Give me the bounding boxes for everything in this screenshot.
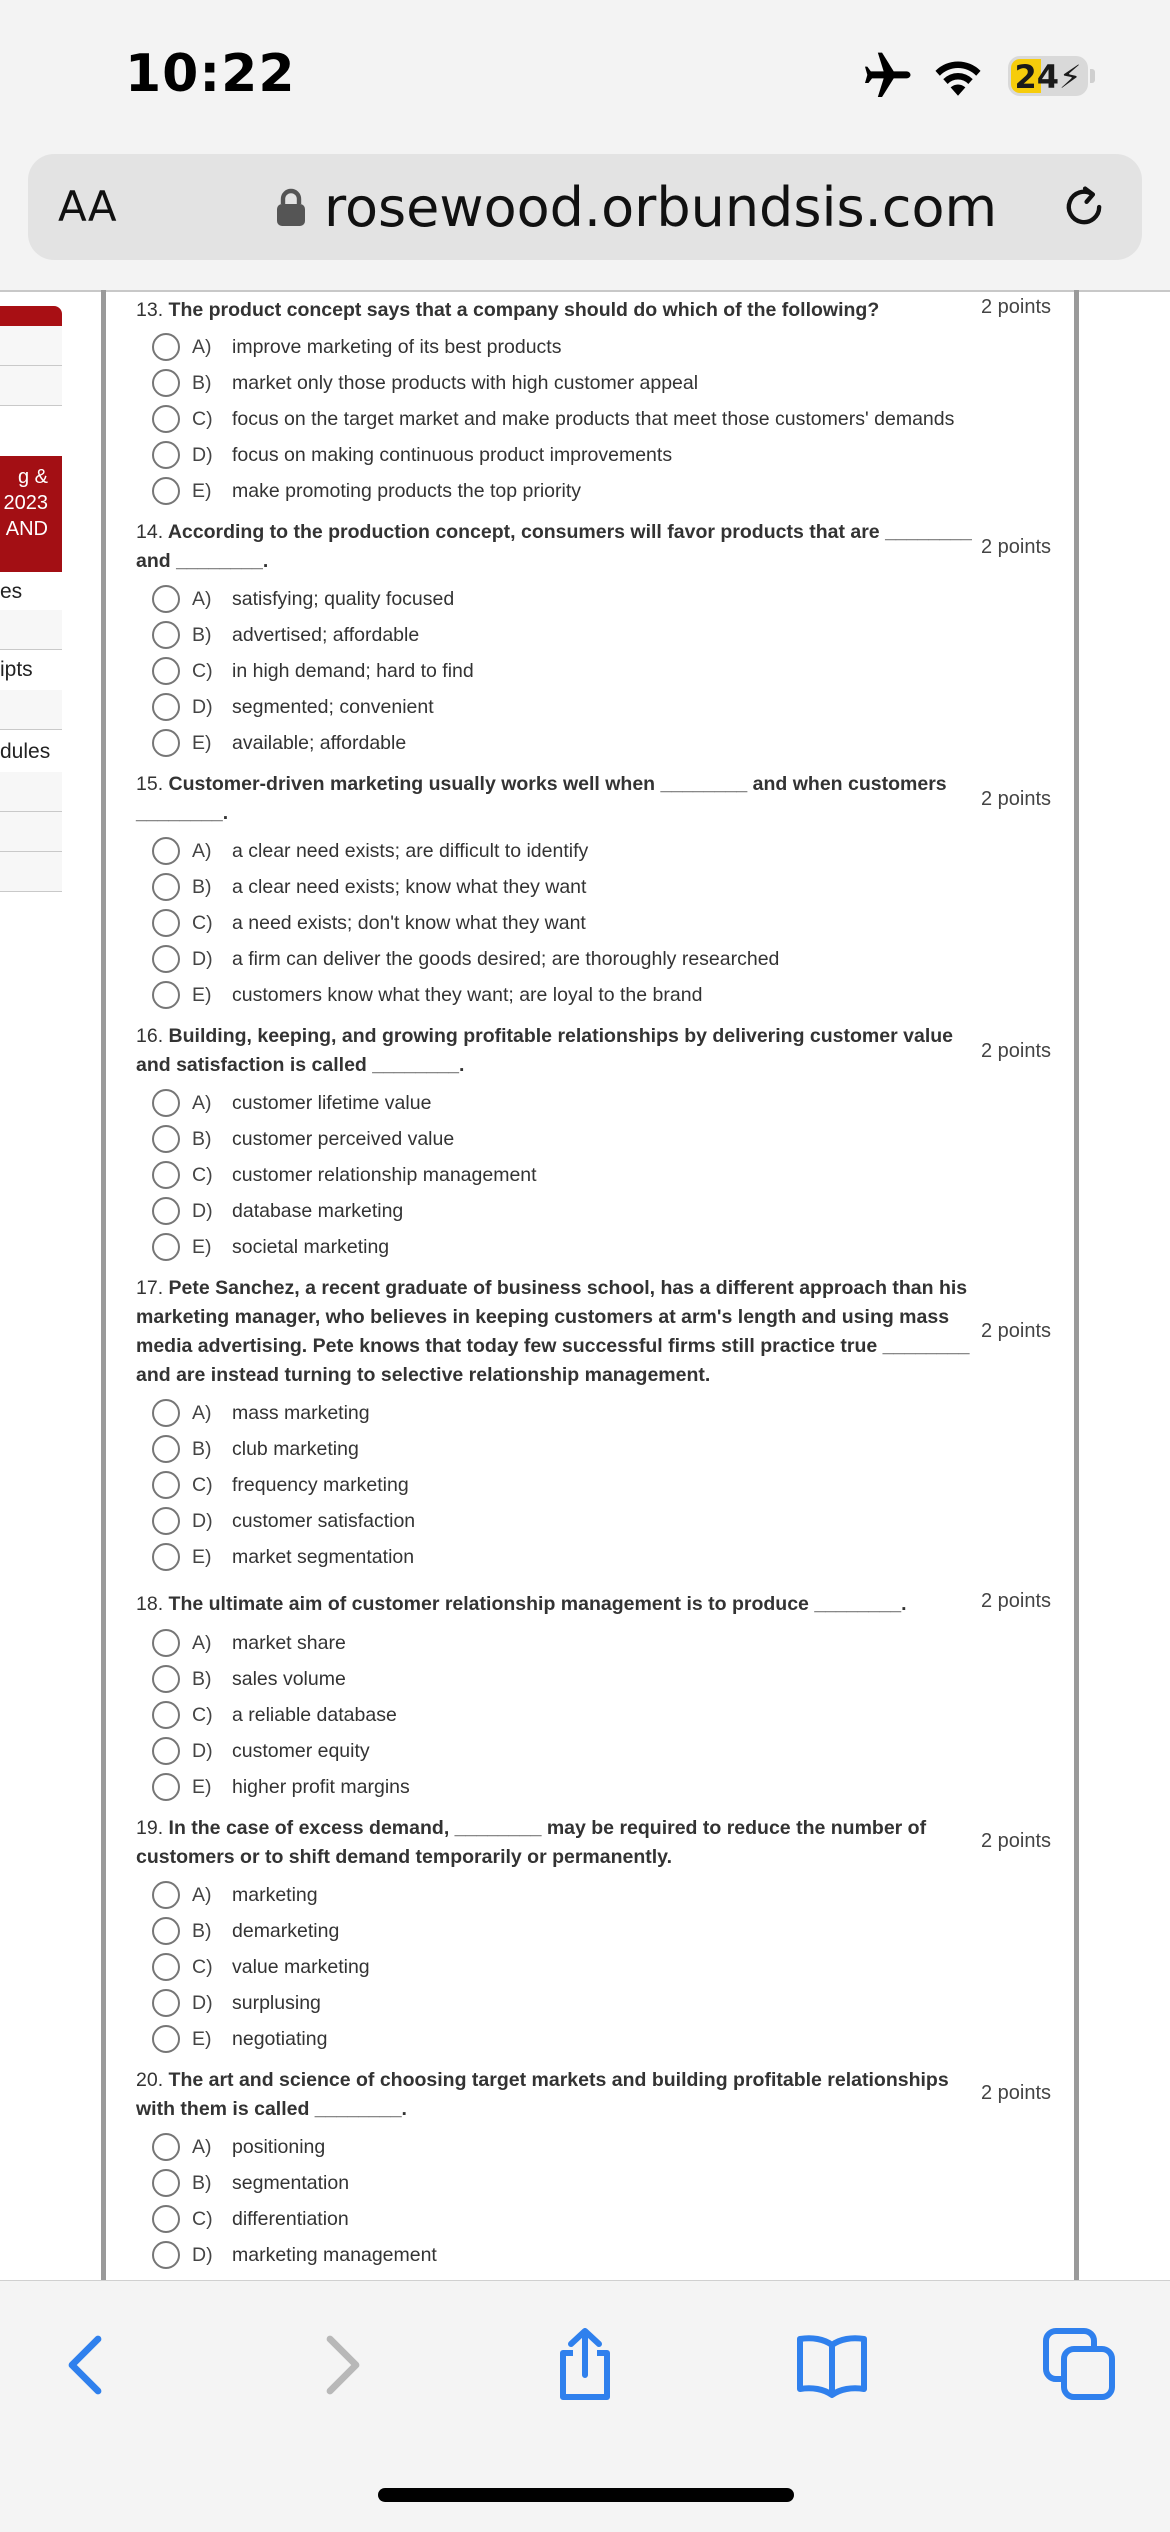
- answer-option[interactable]: D) database marketing: [152, 1194, 403, 1228]
- address-bar[interactable]: [28, 154, 1142, 260]
- web-page: [0, 290, 1170, 2280]
- answer-option[interactable]: E) available; affordable: [152, 726, 406, 760]
- radio-button[interactable]: [152, 441, 180, 469]
- answer-option[interactable]: E) market segmentation: [152, 1540, 414, 1574]
- answer-option[interactable]: E) customers know what they want; are loyal to the brand: [152, 978, 702, 1012]
- radio-button[interactable]: [152, 2133, 180, 2161]
- question-points: 2 points: [981, 1320, 1052, 1342]
- reload-icon[interactable]: [1058, 181, 1110, 233]
- question-text: 13. The product concept says that a company should do which of the following?: [136, 299, 880, 321]
- battery-nub: [1090, 69, 1095, 83]
- answer-option[interactable]: B) demarketing: [152, 1914, 339, 1948]
- answer-option[interactable]: B) customer perceived value: [152, 1122, 454, 1156]
- answer-option[interactable]: E) negotiating: [152, 2022, 327, 2056]
- sidebar-row[interactable]: [0, 690, 62, 730]
- sidebar-row[interactable]: [0, 326, 62, 366]
- answer-option[interactable]: D) a firm can deliver the goods desired; are thoroughly researched: [152, 942, 779, 976]
- answer-option[interactable]: E) make promoting products the top priority: [152, 474, 581, 508]
- question-points: 2 points: [981, 296, 1052, 318]
- url-text[interactable]: rosewood.orbundsis.com: [324, 176, 998, 239]
- radio-button[interactable]: [152, 837, 180, 865]
- radio-button[interactable]: [152, 2241, 180, 2269]
- answer-option[interactable]: D) customer equity: [152, 1734, 370, 1768]
- radio-button[interactable]: [152, 2205, 180, 2233]
- question-text: 16. Building, keeping, and growing profitable relationships by delivering customer value and satisfaction is called ________.: [136, 1025, 953, 1076]
- radio-button[interactable]: [152, 1701, 180, 1729]
- tabs-icon[interactable]: [1040, 2325, 1120, 2405]
- answer-option[interactable]: C) in high demand; hard to find: [152, 654, 474, 688]
- radio-button[interactable]: [152, 1665, 180, 1693]
- status-bar: [0, 0, 1170, 150]
- answer-option[interactable]: C) differentiation: [152, 2202, 349, 2236]
- radio-button[interactable]: [152, 1161, 180, 1189]
- answer-option[interactable]: C) a need exists; don't know what they want: [152, 906, 586, 940]
- home-indicator[interactable]: [378, 2488, 794, 2502]
- answer-option[interactable]: C) frequency marketing: [152, 1468, 409, 1502]
- radio-button[interactable]: [152, 1629, 180, 1657]
- battery-level: 24: [1014, 58, 1060, 96]
- sidebar-course-block[interactable]: [0, 456, 62, 572]
- radio-button[interactable]: [152, 1507, 180, 1535]
- sidebar-item-label[interactable]: dules: [0, 740, 51, 763]
- answer-option[interactable]: B) club marketing: [152, 1432, 359, 1466]
- sidebar-course-line-3: AND: [5, 518, 48, 540]
- radio-button[interactable]: [152, 1773, 180, 1801]
- answer-option[interactable]: A) positioning: [152, 2130, 325, 2164]
- radio-button[interactable]: [152, 693, 180, 721]
- radio-button[interactable]: [152, 621, 180, 649]
- radio-button[interactable]: [152, 1089, 180, 1117]
- question-text: 18. The ultimate aim of customer relationship management is to produce ________.: [136, 1593, 907, 1615]
- radio-button[interactable]: [152, 873, 180, 901]
- radio-button[interactable]: [152, 585, 180, 613]
- sidebar-row[interactable]: [0, 852, 62, 892]
- bookmarks-icon[interactable]: [792, 2325, 872, 2405]
- radio-button[interactable]: [152, 1399, 180, 1427]
- answer-option[interactable]: A) improve marketing of its best products: [152, 330, 561, 364]
- radio-button[interactable]: [152, 1471, 180, 1499]
- back-icon[interactable]: [48, 2325, 128, 2405]
- radio-button[interactable]: [152, 1543, 180, 1571]
- answer-option[interactable]: A) mass marketing: [152, 1396, 370, 1430]
- answer-option[interactable]: B) advertised; affordable: [152, 618, 419, 652]
- radio-button[interactable]: [152, 2169, 180, 2197]
- radio-button[interactable]: [152, 1435, 180, 1463]
- question-text: 15. Customer-driven marketing usually works well when ________ and when customers ________.: [136, 773, 947, 824]
- answer-option[interactable]: B) segmentation: [152, 2166, 349, 2200]
- sidebar-row[interactable]: [0, 366, 62, 406]
- answer-option[interactable]: D) focus on making continuous product improvements: [152, 438, 672, 472]
- question-text: 19. In the case of excess demand, ________ may be required to reduce the number of customers or to shift demand temporarily or permanently.: [136, 1817, 927, 1868]
- radio-button[interactable]: [152, 1917, 180, 1945]
- answer-option[interactable]: C) a reliable database: [152, 1698, 397, 1732]
- question-points: 2 points: [981, 788, 1052, 810]
- answer-option[interactable]: D) marketing management: [152, 2238, 437, 2272]
- answer-option[interactable]: C) customer relationship management: [152, 1158, 537, 1192]
- radio-button[interactable]: [152, 1125, 180, 1153]
- sidebar-red-tab[interactable]: [0, 306, 62, 326]
- answer-option[interactable]: B) sales volume: [152, 1662, 346, 1696]
- sidebar-item-label[interactable]: es: [0, 580, 23, 603]
- radio-button[interactable]: [152, 1233, 180, 1261]
- divider: [0, 290, 1170, 292]
- radio-button[interactable]: [152, 2025, 180, 2053]
- question-points: 2 points: [981, 536, 1052, 558]
- radio-button[interactable]: [152, 1881, 180, 1909]
- radio-button[interactable]: [152, 1197, 180, 1225]
- wifi-icon: [930, 52, 986, 98]
- battery-indicator: [1008, 56, 1088, 96]
- status-time: 10:22: [125, 44, 296, 104]
- answer-option[interactable]: B) market only those products with high customer appeal: [152, 366, 698, 400]
- question-text: 14. According to the production concept, consumers will favor products that are ________ and ________.: [136, 521, 972, 572]
- answer-option[interactable]: B) a clear need exists; know what they want: [152, 870, 586, 904]
- answer-option[interactable]: D) segmented; convenient: [152, 690, 434, 724]
- radio-button[interactable]: [152, 333, 180, 361]
- charging-bolt-icon: ⚡: [1059, 58, 1082, 96]
- answer-option[interactable]: C) focus on the target market and make products that meet those customers' demands: [152, 402, 954, 436]
- lock-icon: [275, 188, 307, 228]
- radio-button[interactable]: [152, 657, 180, 685]
- radio-button[interactable]: [152, 405, 180, 433]
- answer-option[interactable]: C) value marketing: [152, 1950, 370, 1984]
- radio-button[interactable]: [152, 945, 180, 973]
- answer-option[interactable]: E) societal marketing: [152, 1230, 389, 1264]
- question-text: 20. The art and science of choosing target markets and building profitable relationships with them is called ________.: [136, 2069, 949, 2120]
- question-text: 17. Pete Sanchez, a recent graduate of business school, has a different approach than his marketing manager, who believes in keeping customers at arm's length and using mass media advertising. Pete knows that today few successful firms still practice true ________ and are instead turning to selective relationship management.: [136, 1277, 970, 1386]
- share-icon[interactable]: [545, 2325, 625, 2405]
- question-points: 2 points: [981, 1830, 1052, 1852]
- answer-option[interactable]: D) surplusing: [152, 1986, 321, 2020]
- sidebar-row[interactable]: [0, 772, 62, 812]
- question-points: 2 points: [981, 1040, 1052, 1062]
- content-frame-border: [1074, 290, 1079, 2280]
- radio-button[interactable]: [152, 1953, 180, 1981]
- sidebar-row[interactable]: [0, 610, 62, 650]
- radio-button[interactable]: [152, 477, 180, 505]
- sidebar-item-label[interactable]: ipts: [0, 658, 33, 681]
- answer-option[interactable]: A) customer lifetime value: [152, 1086, 431, 1120]
- airplane-mode-icon: [858, 48, 914, 104]
- answer-option[interactable]: A) satisfying; quality focused: [152, 582, 454, 616]
- radio-button[interactable]: [152, 909, 180, 937]
- sidebar-course-line-2: 2023: [3, 492, 48, 514]
- answer-option[interactable]: E) higher profit margins: [152, 1770, 410, 1804]
- answer-option[interactable]: A) marketing: [152, 1878, 318, 1912]
- forward-icon[interactable]: [300, 2325, 380, 2405]
- reader-settings-button[interactable]: AA: [58, 182, 117, 231]
- answer-option[interactable]: D) customer satisfaction: [152, 1504, 415, 1538]
- radio-button[interactable]: [152, 1737, 180, 1765]
- radio-button[interactable]: [152, 369, 180, 397]
- sidebar-course-line-1: g &: [17, 466, 48, 488]
- radio-button[interactable]: [152, 981, 180, 1009]
- left-sidebar: [0, 290, 62, 2280]
- answer-option[interactable]: A) market share: [152, 1626, 346, 1660]
- radio-button[interactable]: [152, 1989, 180, 2017]
- question-points: 2 points: [981, 1590, 1052, 1612]
- sidebar-row[interactable]: [0, 812, 62, 852]
- content-frame-border: [101, 290, 106, 2280]
- radio-button[interactable]: [152, 729, 180, 757]
- answer-option[interactable]: A) a clear need exists; are difficult to identify: [152, 834, 588, 868]
- question-points: 2 points: [981, 2082, 1052, 2104]
